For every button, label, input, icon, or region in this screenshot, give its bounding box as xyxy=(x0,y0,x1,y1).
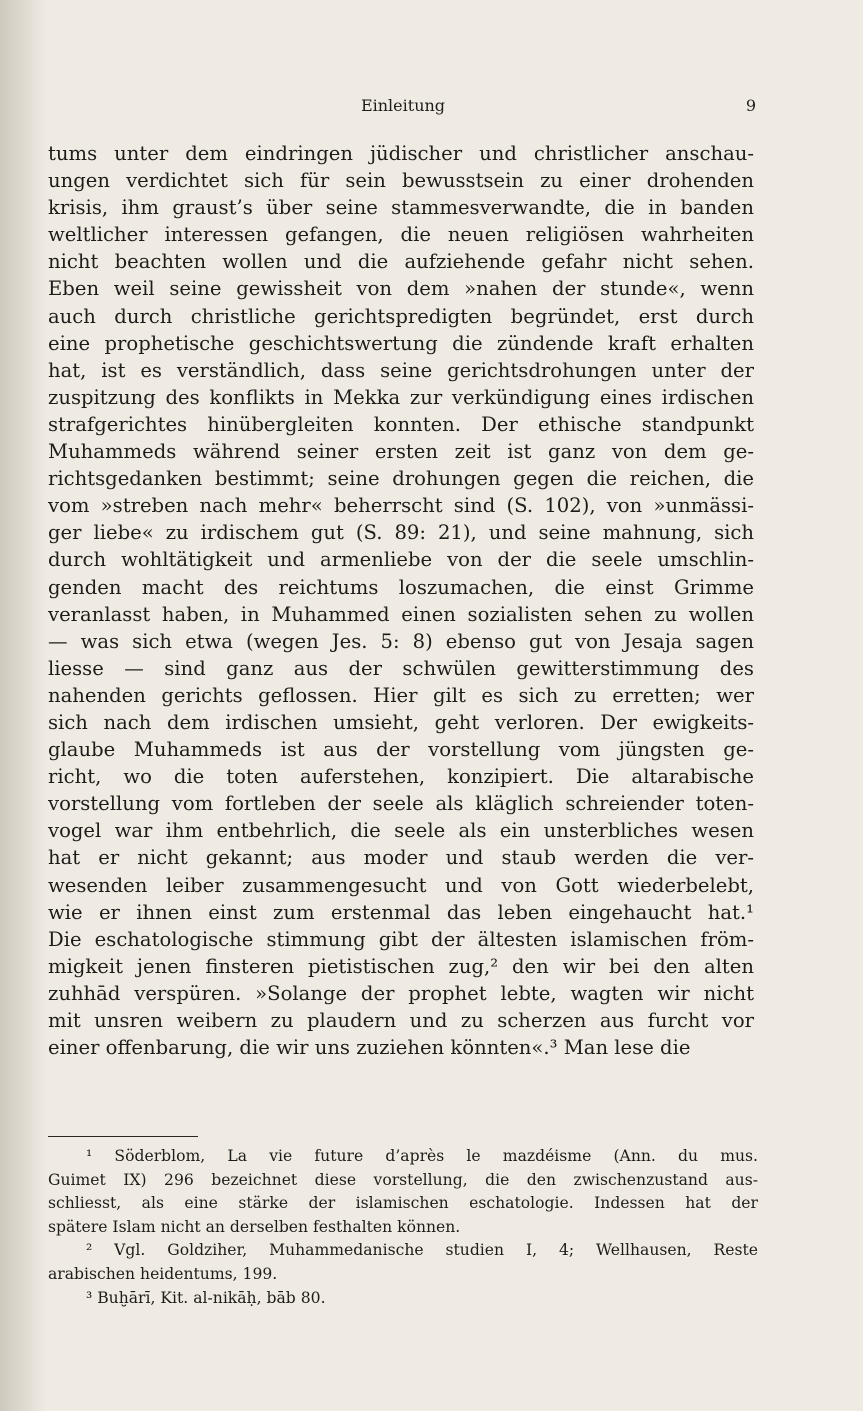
footnote-line: Guimet IX) 296 bezeichnet diese vorstellung, die den zwischenzustand aus- xyxy=(48,1170,758,1189)
footnote-line: ³ Buḫārī, Kit. al-nikāḥ, bāb 80. xyxy=(86,1288,326,1307)
text-line: vom »streben nach mehr« beherrscht sind (S. 102), von »unmässi- xyxy=(48,494,754,518)
footnote-line: ¹ Söderblom, La vie future d’après le mazdéisme (Ann. du mus. xyxy=(86,1147,758,1165)
text-line: nahenden gerichts geflossen. Hier gilt es sich zu erretten; wer xyxy=(48,683,754,707)
text-line: strafgerichtes hinübergleiten konnten. Der ethische standpunkt xyxy=(48,412,754,436)
text-line: Eben weil seine gewissheit von dem »nahen der stunde«, wenn xyxy=(48,277,754,301)
text-line: mit unsren weibern zu plaudern und zu scherzen aus furcht vor xyxy=(48,1009,754,1032)
text-line: zuhhād verspüren. »Solange der prophet lebte, wagten wir nicht xyxy=(48,981,754,1005)
footnote-line: spätere Islam nicht an derselben festhalten können. xyxy=(48,1217,461,1236)
text-line: richtsgedanken bestimmt; seine drohungen gegen die reichen, die xyxy=(48,467,754,491)
text-line: hat, ist es verständlich, dass seine gerichtsdrohungen unter der xyxy=(48,358,754,382)
text-line: Die eschatologische stimmung gibt der ältesten islamischen fröm- xyxy=(48,927,754,951)
text-line: krisis, ihm graust’s über seine stammesverwandte, die in banden xyxy=(48,196,754,220)
text-line: tums unter dem eindringen jüdischer und christlicher anschau- xyxy=(48,142,754,165)
text-line: ger liebe« zu irdischem gut (S. 89: 21), und seine mahnung, sich xyxy=(48,521,754,545)
text-line: einer offenbarung, die wir uns zuziehen könnten«.³ Man lese die xyxy=(48,1036,691,1060)
text-line: glaube Muhammeds ist aus der vorstellung vom jüngsten ge- xyxy=(48,738,754,762)
text-line: wesenden leiber zusammengesucht und von Gott wiederbelebt, xyxy=(48,873,754,897)
text-line: — was sich etwa (wegen Jes. 5: 8) ebenso gut von Jesaja sagen xyxy=(48,629,754,653)
text-line: nicht beachten wollen und die aufziehende gefahr nicht sehen. xyxy=(48,250,754,274)
text-line: eine prophetische geschichtswertung die zündende kraft erhalten xyxy=(48,331,754,355)
footnote-divider xyxy=(48,1136,198,1137)
body-text xyxy=(48,140,754,1061)
footnotes xyxy=(48,1145,758,1310)
text-line: zuspitzung des konflikts in Mekka zur verkündigung eines irdischen xyxy=(48,385,754,409)
running-header xyxy=(48,96,758,120)
text-line: auch durch christliche gerichtspredigten begründet, erst durch xyxy=(48,304,754,328)
text-line: durch wohltätigkeit und armenliebe von der die seele umschlin- xyxy=(48,548,754,572)
page-number: 9 xyxy=(745,96,756,115)
text-line: veranlasst haben, in Muhammed einen sozialisten sehen zu wollen xyxy=(48,602,754,626)
footnote-line: ² Vgl. Goldziher, Muhammedanische studien I, 4; Wellhausen, Reste xyxy=(86,1241,758,1260)
text-line: vogel war ihm entbehrlich, die seele als ein unsterbliches wesen xyxy=(48,819,754,843)
running-title: Einleitung xyxy=(360,96,446,115)
text-line: vorstellung vom fortleben der seele als kläglich schreiender toten- xyxy=(48,792,754,816)
text-line: sich nach dem irdischen umsieht, geht verloren. Der ewigkeits- xyxy=(48,710,754,734)
text-line: hat er nicht gekannt; aus moder und staub werden die ver- xyxy=(48,846,754,870)
text-line: weltlicher interessen gefangen, die neuen religiösen wahrheiten xyxy=(48,223,754,247)
text-line: liesse — sind ganz aus der schwülen gewitterstimmung des xyxy=(48,656,754,680)
text-line: wie er ihnen einst zum erstenmal das leben eingehaucht hat.¹ xyxy=(48,900,754,924)
footnote-line: arabischen heidentums, 199. xyxy=(48,1264,278,1283)
text-line: Muhammeds während seiner ersten zeit ist ganz von dem ge- xyxy=(48,440,754,464)
footnote-line: schliesst, als eine stärke der islamischen eschatologie. Indessen hat der xyxy=(48,1194,758,1213)
text-line: migkeit jenen finsteren pietistischen zug,² den wir bei den alten xyxy=(48,954,754,978)
page-edge-shadow xyxy=(0,0,46,1411)
text-line: richt, wo die toten auferstehen, konzipiert. Die altarabische xyxy=(48,765,754,789)
text-line: genden macht des reichtums loszumachen, die einst Grimme xyxy=(48,575,754,599)
text-line: ungen verdichtet sich für sein bewusstsein zu einer drohenden xyxy=(48,169,754,193)
